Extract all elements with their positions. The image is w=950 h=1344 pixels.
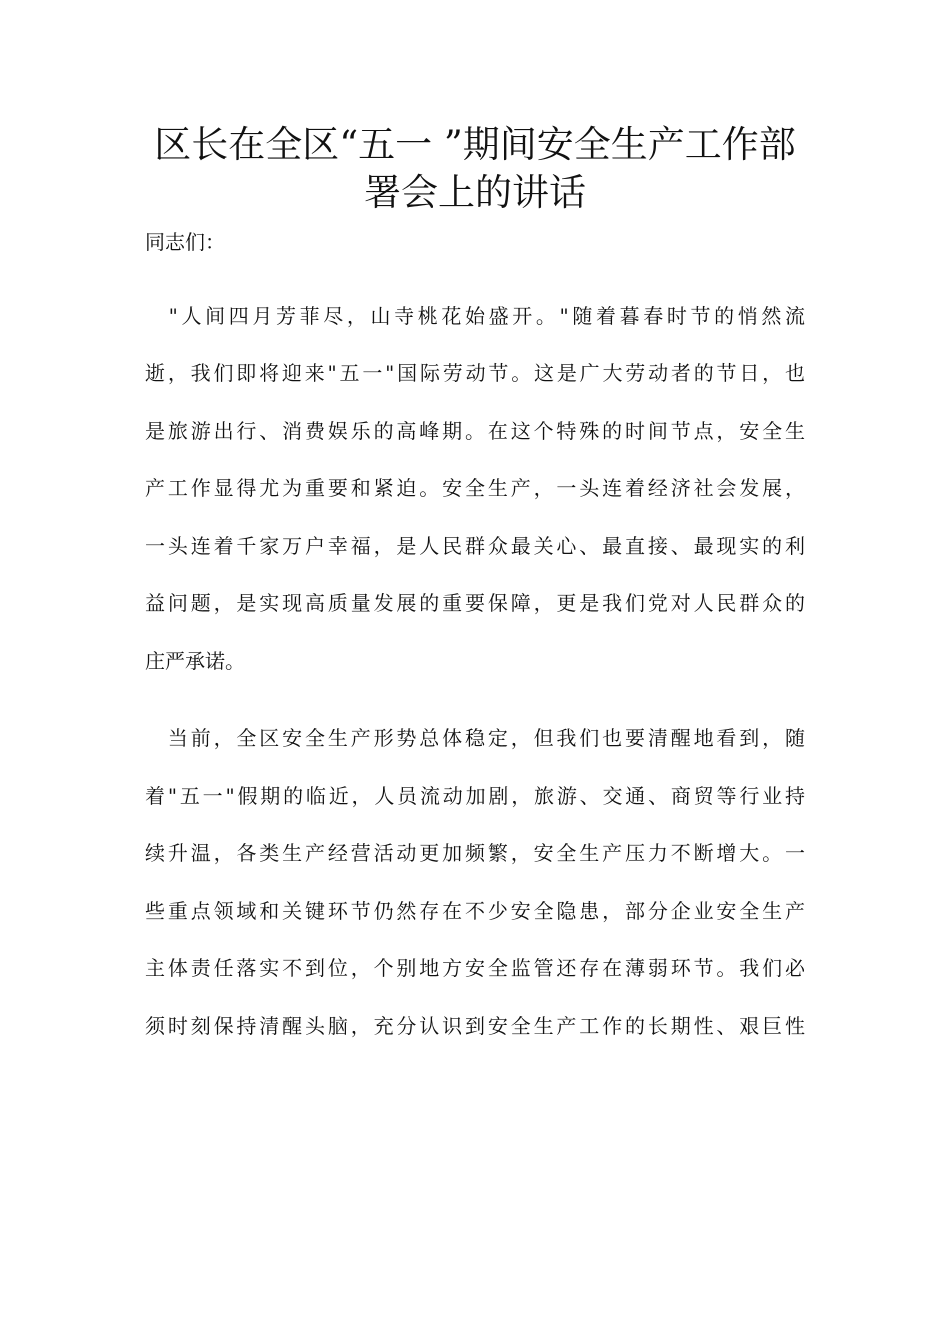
salutation: 同志们：: [145, 230, 225, 254]
body-line: 庄严承诺。: [145, 649, 245, 673]
body-line: 些重点领域和关键环节仍然存在不少安全隐患，部分企业安全生产: [145, 899, 805, 923]
body-line: 一头连着千家万户幸福，是人民群众最关心、最直接、最现实的利: [145, 534, 805, 558]
body-line: 主体责任落实不到位，个别地方安全监管还存在薄弱环节。我们必: [145, 956, 805, 980]
body-line: 续升温，各类生产经营活动更加频繁，安全生产压力不断增大。一: [145, 841, 805, 865]
body-line: 产工作显得尤为重要和紧迫。安全生产，一头连着经济社会发展，: [145, 476, 805, 500]
body-line: 是旅游出行、消费娱乐的高峰期。在这个特殊的时间节点，安全生: [145, 419, 805, 443]
document-title: [0, 121, 950, 217]
title-line-2: 署会上的讲话: [364, 171, 586, 214]
body-line: 着"五一"假期的临近，人员流动加剧，旅游、交通、商贸等行业持: [145, 784, 805, 808]
body-line: "人间四月芳菲尽，山寺桃花始盛开。"随着暮春时节的悄然流: [145, 304, 805, 328]
body-line: 须时刻保持清醒头脑，充分认识到安全生产工作的长期性、艰巨性: [145, 1014, 805, 1038]
body-line: 逝，我们即将迎来"五一"国际劳动节。这是广大劳动者的节日，也: [145, 361, 805, 385]
body-line: 当前，全区安全生产形势总体稳定，但我们也要清醒地看到，随: [145, 726, 805, 750]
title-line-1: 区长在全区“五一 ”期间安全生产工作部: [154, 123, 796, 166]
body-line: 益问题，是实现高质量发展的重要保障，更是我们党对人民群众的: [145, 591, 805, 615]
